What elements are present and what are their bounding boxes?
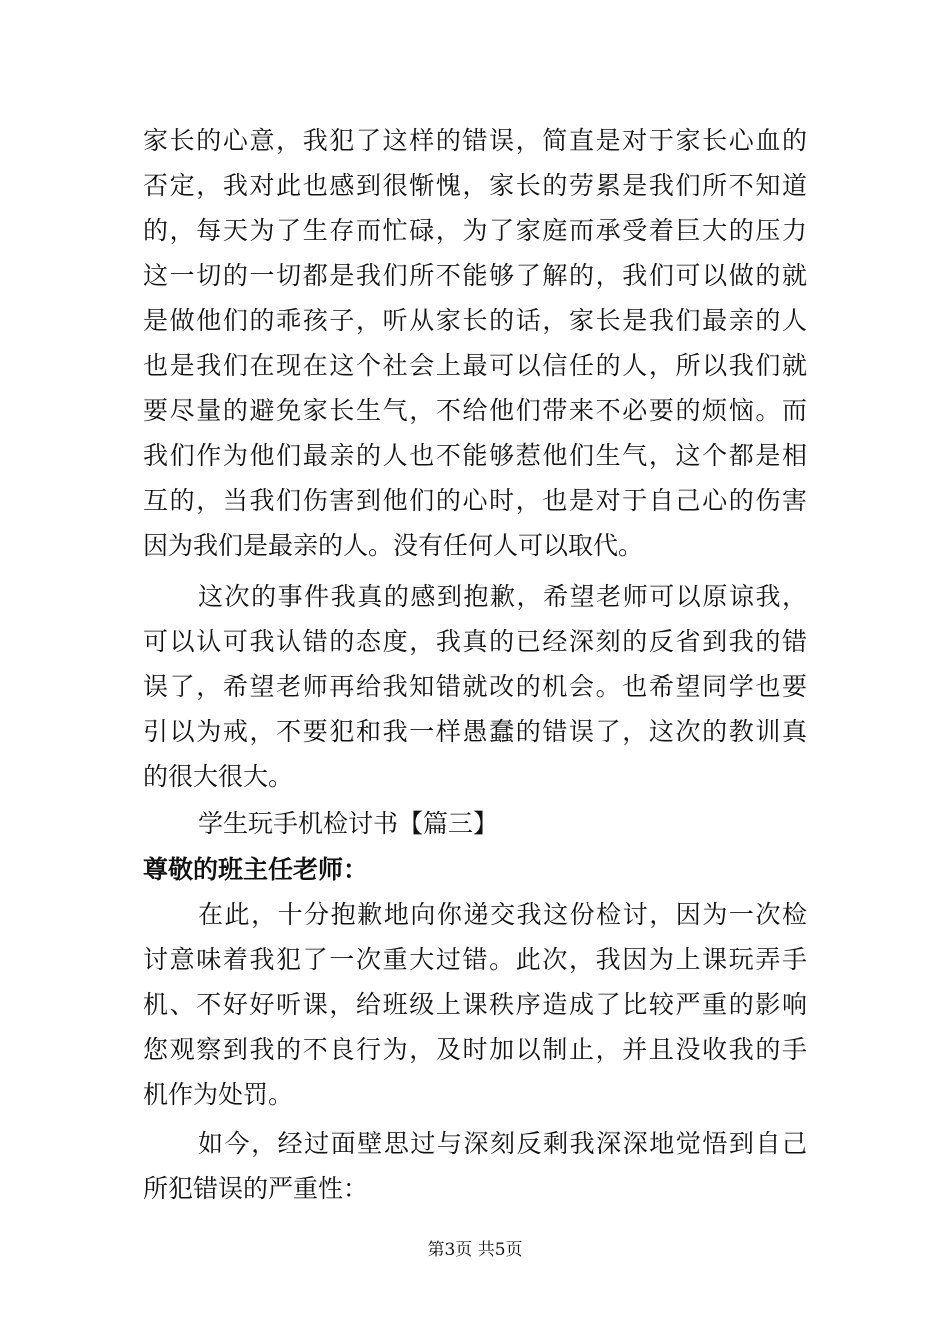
salutation: 尊敬的班主任老师：	[143, 855, 369, 884]
paragraph-1-line: 互的，当我们伤害到他们的心时，也是对于自己心的伤害	[143, 486, 807, 515]
paragraph-3-line: 您观察到我的不良行为，及时加以制止，并且没收我的手	[143, 1035, 807, 1064]
page-number-footer: 第3页 共5页	[427, 1240, 523, 1260]
paragraph-4-line: 如今，经过面壁思过与深刻反剩我深深地觉悟到自己	[198, 1129, 807, 1158]
paragraph-1-line: 也是我们在现在这个社会上最可以信任的人，所以我们就	[143, 351, 807, 380]
paragraph-3-line: 机、不好好听课，给班级上课秩序造成了比较严重的影响	[143, 990, 807, 1019]
paragraph-1-line: 否定，我对此也感到很惭愧，家长的劳累是我们所不知道	[143, 171, 807, 200]
paragraph-3-line: 在此，十分抱歉地向你递交我这份检讨，因为一次检	[198, 900, 807, 929]
paragraph-2-line: 误了，希望老师再给我知错就改的机会。也希望同学也要	[143, 672, 807, 701]
paragraph-1-line: 因为我们是最亲的人。没有任何人可以取代。	[143, 531, 644, 560]
paragraph-3-line: 机作为处罚。	[143, 1080, 294, 1109]
paragraph-2-line: 可以认可我认错的态度，我真的已经深刻的反省到我的错	[143, 627, 807, 656]
paragraph-1-line: 这一切的一切都是我们所不能够了解的，我们可以做的就	[143, 261, 807, 290]
paragraph-2-line: 这次的事件我真的感到抱歉，希望老师可以原谅我，	[198, 582, 807, 611]
paragraph-4-line: 所犯错误的严重性：	[143, 1174, 369, 1203]
paragraph-1-line: 家长的心意，我犯了这样的错误，简直是对于家长心血的	[143, 126, 807, 155]
section-heading: 学生玩手机检讨书【篇三】	[198, 809, 499, 838]
paragraph-1-line: 我们作为他们最亲的人也不能够惹他们生气，这个都是相	[143, 441, 807, 470]
paragraph-2-line: 的很大很大。	[143, 762, 294, 791]
paragraph-2-line: 引以为戒，不要犯和我一样愚蠢的错误了，这次的教训真	[143, 717, 807, 746]
paragraph-1-line: 的，每天为了生存而忙碌，为了家庭而承受着巨大的压力	[143, 216, 807, 245]
paragraph-1-line: 要尽量的避免家长生气，不给他们带来不必要的烦恼。而	[143, 396, 807, 425]
paragraph-3-line: 讨意味着我犯了一次重大过错。此次，我因为上课玩弄手	[143, 945, 807, 974]
paragraph-1-line: 是做他们的乖孩子，听从家长的话，家长是我们最亲的人	[143, 306, 807, 335]
